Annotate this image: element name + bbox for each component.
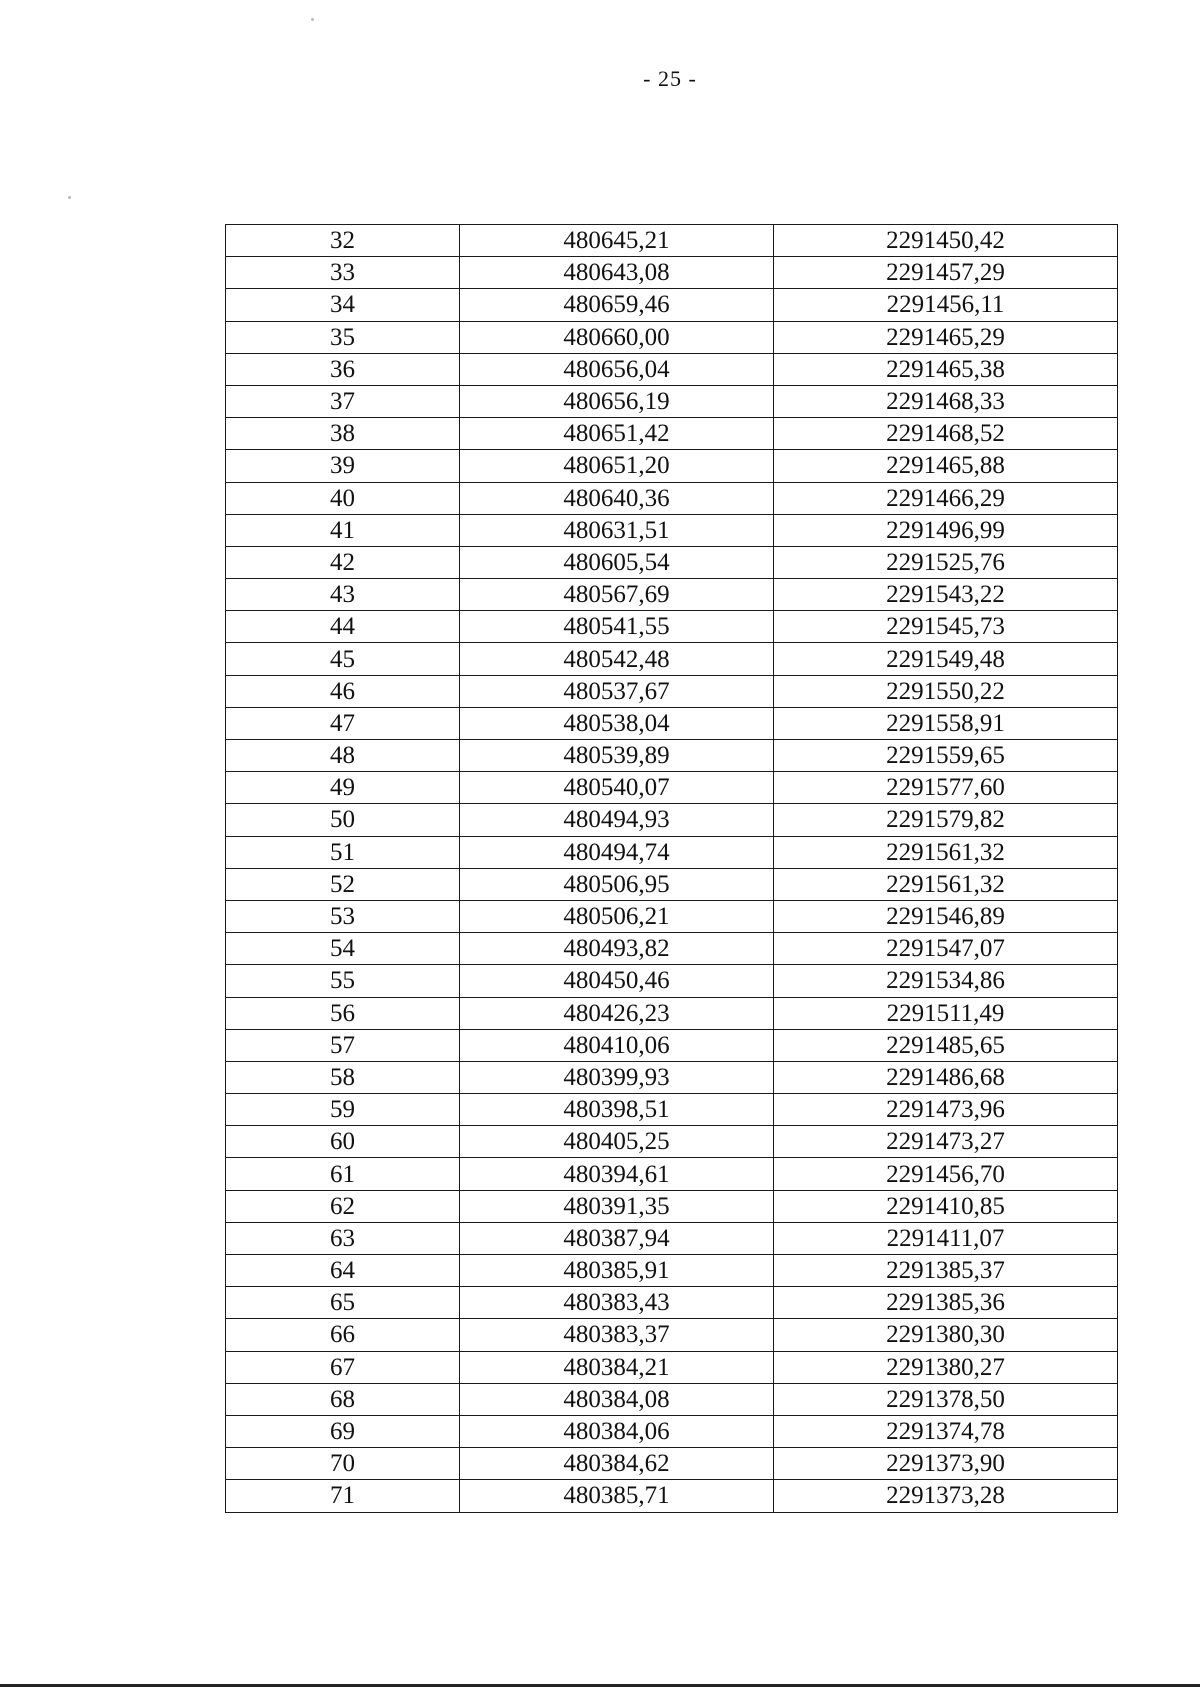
x-coordinate-cell: 480494,74 [460,836,774,868]
point-number-cell: 64 [226,1255,460,1287]
y-coordinate-cell: 2291496,99 [774,514,1118,546]
x-coordinate-cell: 480643,08 [460,257,774,289]
x-coordinate-cell: 480410,06 [460,1029,774,1061]
point-number-cell: 35 [226,321,460,353]
point-number-cell: 36 [226,353,460,385]
x-coordinate-cell: 480540,07 [460,772,774,804]
table-row [226,1480,1118,1512]
scan-speck [68,196,71,199]
y-coordinate-cell: 2291511,49 [774,997,1118,1029]
y-coordinate-cell: 2291473,27 [774,1126,1118,1158]
table-row [226,1094,1118,1126]
x-coordinate-cell: 480538,04 [460,707,774,739]
table-row [226,868,1118,900]
point-number-cell: 57 [226,1029,460,1061]
point-number-cell: 71 [226,1480,460,1512]
x-coordinate-cell: 480384,06 [460,1415,774,1447]
point-number-cell: 63 [226,1222,460,1254]
point-number-cell: 34 [226,289,460,321]
x-coordinate-cell: 480398,51 [460,1094,774,1126]
point-number-cell: 59 [226,1094,460,1126]
point-number-cell: 54 [226,933,460,965]
table-row [226,900,1118,932]
y-coordinate-cell: 2291373,90 [774,1448,1118,1480]
x-coordinate-cell: 480656,04 [460,353,774,385]
table-row [226,1351,1118,1383]
y-coordinate-cell: 2291468,52 [774,418,1118,450]
table-row [226,1255,1118,1287]
x-coordinate-cell: 480651,42 [460,418,774,450]
y-coordinate-cell: 2291456,11 [774,289,1118,321]
y-coordinate-cell: 2291486,68 [774,1061,1118,1093]
x-coordinate-cell: 480383,43 [460,1287,774,1319]
x-coordinate-cell: 480450,46 [460,965,774,997]
point-number-cell: 45 [226,643,460,675]
y-coordinate-cell: 2291547,07 [774,933,1118,965]
scan-edge-rule [0,1684,1200,1687]
table-row [226,1061,1118,1093]
point-number-cell: 46 [226,675,460,707]
table-row [226,353,1118,385]
x-coordinate-cell: 480660,00 [460,321,774,353]
table-row [226,514,1118,546]
table-row [226,740,1118,772]
x-coordinate-cell: 480539,89 [460,740,774,772]
y-coordinate-cell: 2291561,32 [774,836,1118,868]
y-coordinate-cell: 2291485,65 [774,1029,1118,1061]
table-row [226,546,1118,578]
x-coordinate-cell: 480383,37 [460,1319,774,1351]
x-coordinate-cell: 480537,67 [460,675,774,707]
x-coordinate-cell: 480645,21 [460,225,774,257]
table-row [226,579,1118,611]
page-number: - 25 - [643,66,697,91]
x-coordinate-cell: 480384,62 [460,1448,774,1480]
table-row [226,836,1118,868]
point-number-cell: 52 [226,868,460,900]
table-row [226,225,1118,257]
y-coordinate-cell: 2291579,82 [774,804,1118,836]
point-number-cell: 42 [226,546,460,578]
x-coordinate-cell: 480387,94 [460,1222,774,1254]
scan-speck [311,18,314,21]
table-row [226,1126,1118,1158]
x-coordinate-cell: 480640,36 [460,482,774,514]
point-number-cell: 40 [226,482,460,514]
table-row [226,772,1118,804]
point-number-cell: 55 [226,965,460,997]
point-number-cell: 58 [226,1061,460,1093]
y-coordinate-cell: 2291473,96 [774,1094,1118,1126]
x-coordinate-cell: 480506,95 [460,868,774,900]
table-row [226,1222,1118,1254]
x-coordinate-cell: 480567,69 [460,579,774,611]
x-coordinate-cell: 480541,55 [460,611,774,643]
table-row [226,385,1118,417]
point-number-cell: 67 [226,1351,460,1383]
table-row [226,1383,1118,1415]
x-coordinate-cell: 480394,61 [460,1158,774,1190]
table-row [226,450,1118,482]
y-coordinate-cell: 2291545,73 [774,611,1118,643]
point-number-cell: 41 [226,514,460,546]
y-coordinate-cell: 2291457,29 [774,257,1118,289]
y-coordinate-cell: 2291373,28 [774,1480,1118,1512]
x-coordinate-cell: 480493,82 [460,933,774,965]
x-coordinate-cell: 480426,23 [460,997,774,1029]
point-number-cell: 38 [226,418,460,450]
table-row [226,1158,1118,1190]
table-row [226,997,1118,1029]
table-row [226,1190,1118,1222]
point-number-cell: 60 [226,1126,460,1158]
point-number-cell: 50 [226,804,460,836]
coordinates-table [225,224,1118,1513]
y-coordinate-cell: 2291561,32 [774,868,1118,900]
point-number-cell: 39 [226,450,460,482]
x-coordinate-cell: 480656,19 [460,385,774,417]
point-number-cell: 66 [226,1319,460,1351]
x-coordinate-cell: 480385,91 [460,1255,774,1287]
point-number-cell: 65 [226,1287,460,1319]
y-coordinate-cell: 2291465,38 [774,353,1118,385]
y-coordinate-cell: 2291468,33 [774,385,1118,417]
point-number-cell: 68 [226,1383,460,1415]
y-coordinate-cell: 2291385,36 [774,1287,1118,1319]
table-row [226,675,1118,707]
x-coordinate-cell: 480659,46 [460,289,774,321]
table-row [226,707,1118,739]
point-number-cell: 44 [226,611,460,643]
point-number-cell: 56 [226,997,460,1029]
point-number-cell: 51 [226,836,460,868]
y-coordinate-cell: 2291577,60 [774,772,1118,804]
x-coordinate-cell: 480384,21 [460,1351,774,1383]
point-number-cell: 43 [226,579,460,611]
table-row [226,257,1118,289]
table-row [226,804,1118,836]
y-coordinate-cell: 2291378,50 [774,1383,1118,1415]
table-row [226,1029,1118,1061]
y-coordinate-cell: 2291374,78 [774,1415,1118,1447]
x-coordinate-cell: 480405,25 [460,1126,774,1158]
point-number-cell: 49 [226,772,460,804]
y-coordinate-cell: 2291546,89 [774,900,1118,932]
x-coordinate-cell: 480385,71 [460,1480,774,1512]
point-number-cell: 37 [226,385,460,417]
table-row [226,418,1118,450]
table-row [226,321,1118,353]
coordinates-table-body [226,225,1118,1513]
point-number-cell: 61 [226,1158,460,1190]
point-number-cell: 48 [226,740,460,772]
x-coordinate-cell: 480651,20 [460,450,774,482]
y-coordinate-cell: 2291525,76 [774,546,1118,578]
x-coordinate-cell: 480391,35 [460,1190,774,1222]
y-coordinate-cell: 2291385,37 [774,1255,1118,1287]
y-coordinate-cell: 2291411,07 [774,1222,1118,1254]
y-coordinate-cell: 2291534,86 [774,965,1118,997]
table-row [226,933,1118,965]
x-coordinate-cell: 480542,48 [460,643,774,675]
x-coordinate-cell: 480506,21 [460,900,774,932]
y-coordinate-cell: 2291450,42 [774,225,1118,257]
point-number-cell: 53 [226,900,460,932]
x-coordinate-cell: 480605,54 [460,546,774,578]
y-coordinate-cell: 2291410,85 [774,1190,1118,1222]
y-coordinate-cell: 2291465,29 [774,321,1118,353]
y-coordinate-cell: 2291466,29 [774,482,1118,514]
y-coordinate-cell: 2291559,65 [774,740,1118,772]
y-coordinate-cell: 2291543,22 [774,579,1118,611]
x-coordinate-cell: 480494,93 [460,804,774,836]
point-number-cell: 32 [226,225,460,257]
table-row [226,289,1118,321]
point-number-cell: 70 [226,1448,460,1480]
y-coordinate-cell: 2291550,22 [774,675,1118,707]
point-number-cell: 69 [226,1415,460,1447]
table-row [226,611,1118,643]
point-number-cell: 47 [226,707,460,739]
point-number-cell: 62 [226,1190,460,1222]
y-coordinate-cell: 2291465,88 [774,450,1118,482]
point-number-cell: 33 [226,257,460,289]
x-coordinate-cell: 480631,51 [460,514,774,546]
y-coordinate-cell: 2291456,70 [774,1158,1118,1190]
y-coordinate-cell: 2291558,91 [774,707,1118,739]
table-row [226,482,1118,514]
table-row [226,643,1118,675]
table-row [226,1415,1118,1447]
table-row [226,965,1118,997]
y-coordinate-cell: 2291549,48 [774,643,1118,675]
y-coordinate-cell: 2291380,30 [774,1319,1118,1351]
x-coordinate-cell: 480384,08 [460,1383,774,1415]
x-coordinate-cell: 480399,93 [460,1061,774,1093]
table-row [226,1448,1118,1480]
table-row [226,1287,1118,1319]
y-coordinate-cell: 2291380,27 [774,1351,1118,1383]
table-row [226,1319,1118,1351]
